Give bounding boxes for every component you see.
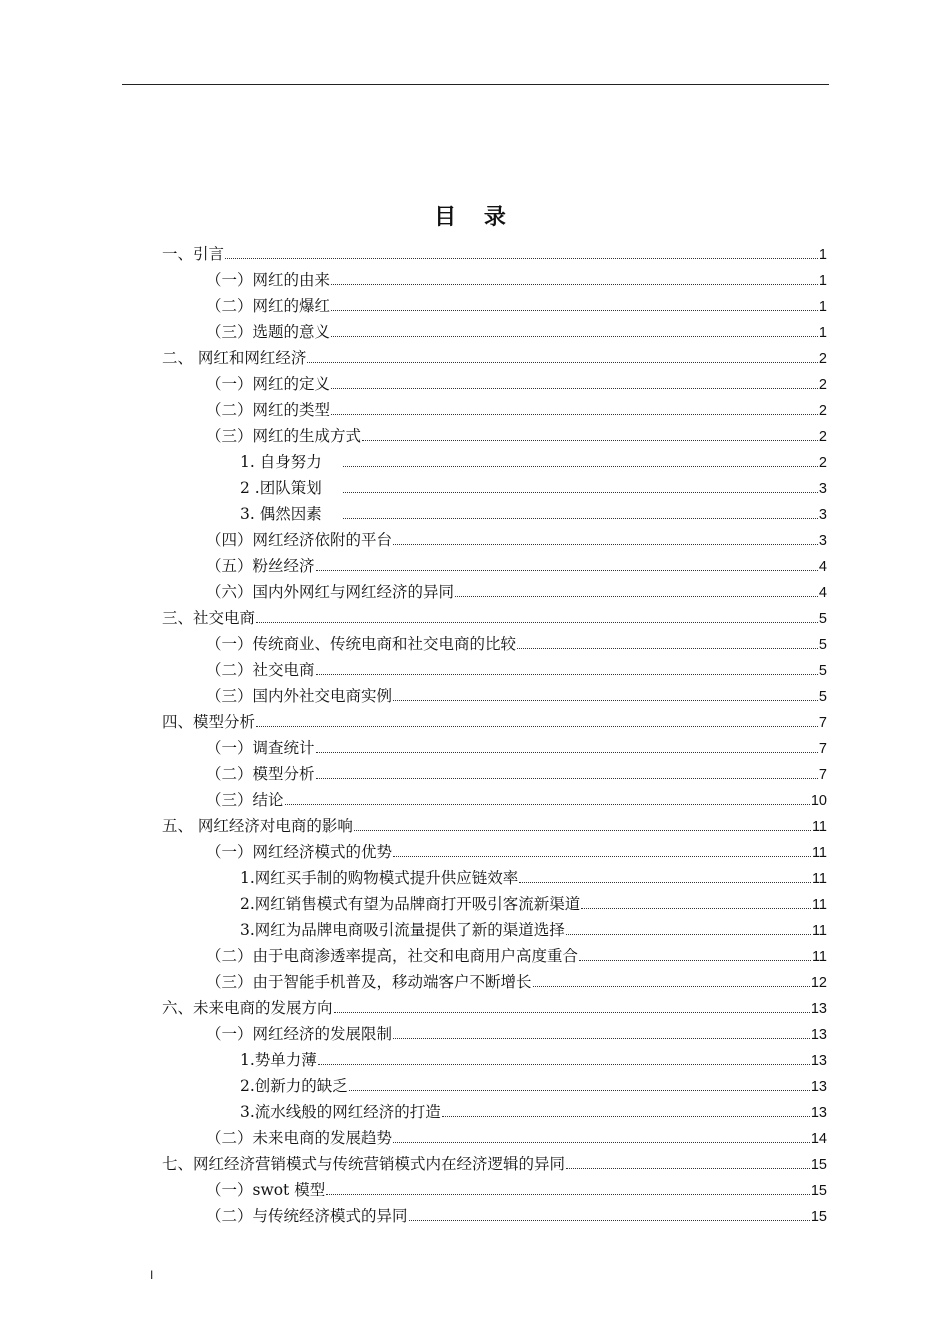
toc-dot-leader [579, 960, 811, 961]
toc-entry-label: 2.创新力的缺乏 [240, 1077, 348, 1095]
toc-entry[interactable] [162, 424, 827, 450]
toc-entry[interactable] [162, 840, 827, 866]
toc-entry-label: 1. 自身努力 [240, 453, 322, 471]
toc-entry-page: 3 [818, 507, 827, 523]
toc-entry-label: 1.势单力薄 [240, 1051, 317, 1069]
toc-entry-label: 2.网红销售模式有望为品牌商打开吸引客流新渠道 [240, 895, 581, 913]
toc-entry-page: 1 [818, 247, 827, 263]
toc-entry[interactable] [162, 944, 827, 970]
toc-dot-leader [316, 778, 818, 779]
toc-entry-page: 13 [810, 1027, 827, 1043]
toc-dot-leader [517, 648, 818, 649]
toc-dot-leader [533, 986, 810, 987]
toc-dot-leader [331, 414, 818, 415]
toc-entry[interactable] [162, 892, 827, 918]
toc-entry[interactable] [162, 1126, 827, 1152]
toc-entry-page: 15 [810, 1157, 827, 1173]
toc-dot-leader [354, 830, 811, 831]
toc-entry-page: 13 [810, 1053, 827, 1069]
toc-entry[interactable] [162, 996, 827, 1022]
toc-entry-label: （三）国内外社交电商实例 [206, 687, 393, 705]
toc-entry-page: 3 [818, 533, 827, 549]
toc-entry-page: 13 [810, 1001, 827, 1017]
toc-entry[interactable] [162, 320, 827, 346]
toc-entry[interactable] [162, 1152, 827, 1178]
toc-entry-label: （五）粉丝经济 [206, 557, 315, 575]
toc-entry-page: 2 [818, 403, 827, 419]
toc-entry[interactable] [162, 736, 827, 762]
toc-entry[interactable] [162, 242, 827, 268]
toc-entry[interactable] [162, 658, 827, 684]
toc-entry[interactable] [162, 1178, 827, 1204]
toc-dot-leader [566, 1168, 810, 1169]
toc-dot-leader [331, 336, 818, 337]
toc-entry-label: （二）社交电商 [206, 661, 315, 679]
toc-entry[interactable] [162, 788, 827, 814]
toc-entry-page: 11 [811, 871, 827, 887]
toc-entry-label: （二）模型分析 [206, 765, 315, 783]
toc-entry-label: 3. 偶然因素 [240, 505, 322, 523]
toc-entry-label: （四）网红经济依附的平台 [206, 531, 393, 549]
toc-dot-leader [581, 908, 811, 909]
toc-entry-page: 7 [818, 741, 827, 757]
toc-entry-label: （三）由于智能手机普及，移动端客户不断增长 [206, 973, 532, 991]
toc-entry-page: 2 [818, 377, 827, 393]
toc-entry-label: 一、引言 [162, 245, 225, 263]
toc-entry-label: （二）与传统经济模式的异同 [206, 1207, 408, 1225]
toc-entry-page: 4 [818, 559, 827, 575]
toc-entry-page: 12 [810, 975, 827, 991]
toc-entry[interactable] [162, 268, 827, 294]
toc-entry-label: （三）网红的生成方式 [206, 427, 362, 445]
toc-dot-leader [362, 440, 818, 441]
toc-entry-label: （一）swot 模型 [206, 1181, 326, 1199]
toc-entry[interactable] [162, 398, 827, 424]
toc-dot-leader [316, 570, 818, 571]
toc-dot-leader [393, 856, 811, 857]
toc-dot-leader [331, 310, 818, 311]
toc-entry[interactable] [162, 866, 827, 892]
toc-entry-label: 1.网红买手制的购物模式提升供应链效率 [240, 869, 519, 887]
toc-entry-page: 14 [810, 1131, 827, 1147]
toc-entry-page: 5 [818, 689, 827, 705]
toc-dot-leader [256, 726, 818, 727]
toc-entry-page: 15 [810, 1183, 827, 1199]
toc-entry-label: 3.流水线般的网红经济的打造 [240, 1103, 441, 1121]
toc-dot-leader [331, 284, 818, 285]
toc-entry-label: （一）网红经济的发展限制 [206, 1025, 393, 1043]
toc-entry-label: （一）网红经济模式的优势 [206, 843, 393, 861]
toc-dot-leader [393, 1142, 810, 1143]
toc-entry-label: 三、社交电商 [162, 609, 256, 627]
header-rule [122, 84, 829, 85]
toc-entry-label: （一）网红的定义 [206, 375, 331, 393]
toc-title: 目 录 [434, 204, 516, 230]
toc-entry-page: 1 [818, 299, 827, 315]
toc-entry-page: 5 [818, 663, 827, 679]
toc-entry[interactable] [162, 294, 827, 320]
toc-entry[interactable] [162, 476, 827, 502]
toc-dot-leader [285, 804, 810, 805]
toc-entry[interactable] [162, 918, 827, 944]
toc-dot-leader [442, 1116, 810, 1117]
toc-entry[interactable] [162, 1100, 827, 1126]
toc-dot-leader [343, 518, 818, 519]
toc-entry-page: 1 [818, 325, 827, 341]
toc-dot-leader [307, 362, 817, 363]
toc-dot-leader [393, 544, 818, 545]
toc-entry-page: 2 [818, 351, 827, 367]
toc-entry-page: 13 [810, 1105, 827, 1121]
toc-entry[interactable] [162, 528, 827, 554]
toc-entry-label: （三）选题的意义 [206, 323, 331, 341]
toc-entry-label: 六、未来电商的发展方向 [162, 999, 333, 1017]
toc-entry-label: 七、网红经济营销模式与传统营销模式内在经济逻辑的异同 [162, 1155, 566, 1173]
toc-dot-leader [343, 492, 818, 493]
toc-entry-page: 5 [818, 611, 827, 627]
toc-entry-label: （一）传统商业、传统电商和社交电商的比较 [206, 635, 517, 653]
toc-entry-label: 四、模型分析 [162, 713, 256, 731]
toc-dot-leader [349, 1090, 810, 1091]
toc-entry[interactable] [162, 762, 827, 788]
toc-entry[interactable] [162, 970, 827, 996]
toc-entry-label: （二）未来电商的发展趋势 [206, 1129, 393, 1147]
toc-entry-page: 11 [811, 949, 827, 965]
toc-dot-leader [566, 934, 811, 935]
toc-dot-leader [331, 388, 818, 389]
toc-entry-label: （二）由于电商渗透率提高，社交和电商用户高度重合 [206, 947, 579, 965]
toc-dot-leader [409, 1220, 810, 1221]
toc-entry[interactable] [162, 554, 827, 580]
toc-entry[interactable] [162, 502, 827, 528]
toc-entry-page: 11 [811, 819, 827, 835]
toc-dot-leader [334, 1012, 810, 1013]
toc-dot-leader [256, 622, 818, 623]
toc-entry[interactable] [162, 710, 827, 736]
toc-entry-page: 13 [810, 1079, 827, 1095]
toc-dot-leader [455, 596, 818, 597]
toc-dot-leader [316, 752, 818, 753]
toc-entry[interactable] [162, 1074, 827, 1100]
toc-entry-page: 2 [818, 429, 827, 445]
toc-entry-label: （二）网红的类型 [206, 401, 331, 419]
toc-entry-page: 5 [818, 637, 827, 653]
toc-entry-page: 10 [810, 793, 827, 809]
toc-dot-leader [326, 1194, 810, 1195]
toc-dot-leader [393, 1038, 810, 1039]
toc-entry-label: 五、 网红经济对电商的影响 [162, 817, 353, 835]
page-number-footer: I [150, 1268, 154, 1282]
toc-entry-page: 7 [818, 715, 827, 731]
toc-dot-leader [316, 674, 818, 675]
toc-entry[interactable] [162, 684, 827, 710]
toc-entry-page: 15 [810, 1209, 827, 1225]
toc-entry-page: 11 [811, 845, 827, 861]
toc-entry[interactable] [162, 632, 827, 658]
toc-entry-page: 11 [811, 897, 827, 913]
toc-entry[interactable] [162, 1204, 827, 1230]
toc-entry-label: （一）调查统计 [206, 739, 315, 757]
toc-entry[interactable] [162, 372, 827, 398]
toc-entry[interactable] [162, 1048, 827, 1074]
toc-entry[interactable] [162, 1022, 827, 1048]
toc-dot-leader [318, 1064, 810, 1065]
toc-dot-leader [225, 258, 818, 259]
toc-entry-page: 3 [818, 481, 827, 497]
toc-dot-leader [393, 700, 818, 701]
toc-entry-page: 2 [818, 455, 827, 471]
toc-entry[interactable] [162, 346, 827, 372]
toc-entry-label: 3.网红为品牌电商吸引流量提供了新的渠道选择 [240, 921, 565, 939]
toc-entry-label: 2 .团队策划 [240, 479, 322, 497]
toc-entry[interactable] [162, 814, 827, 840]
toc-entry-page: 7 [818, 767, 827, 783]
toc-entry-label: （一）网红的由来 [206, 271, 331, 289]
toc-entry[interactable] [162, 606, 827, 632]
toc-dot-leader [343, 466, 818, 467]
toc-entry-page: 1 [818, 273, 827, 289]
toc-entry-page: 4 [818, 585, 827, 601]
table-of-contents [162, 242, 827, 1230]
toc-entry-label: （二）网红的爆红 [206, 297, 331, 315]
toc-entry-page: 11 [811, 923, 827, 939]
toc-entry[interactable] [162, 450, 827, 476]
toc-entry-label: （六）国内外网红与网红经济的异同 [206, 583, 455, 601]
toc-entry-label: （三）结论 [206, 791, 284, 809]
toc-entry[interactable] [162, 580, 827, 606]
toc-dot-leader [519, 882, 811, 883]
toc-entry-label: 二、 网红和网红经济 [162, 349, 307, 367]
